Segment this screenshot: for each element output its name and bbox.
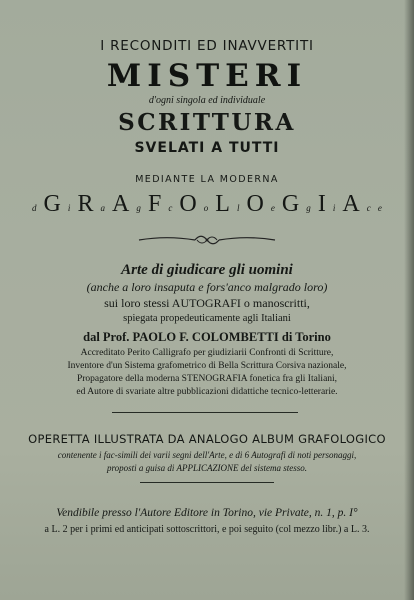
body-sui: sui loro stessi AUTOGRAFI o manoscritti, bbox=[104, 296, 310, 310]
grafologia-small-letter: c bbox=[168, 203, 173, 213]
grafologia-small-letter: a bbox=[100, 203, 105, 213]
grafologia-edge-right: e bbox=[377, 203, 382, 213]
title-scrittura: SCRITTURA bbox=[118, 109, 296, 136]
sale-prezzo: a L. 2 per i primi ed anticipati sottoscrittori, e poi seguito (col mezzo libr.) a L. 3. bbox=[44, 524, 370, 535]
body-arte: Arte di giudicare gli uomini bbox=[121, 262, 293, 278]
intro-line: I RECONDITI ED INAVVERTITI bbox=[100, 38, 314, 54]
credential-line: ed Autore di svariate altre pubblicazioni didattiche tecnico-letterarie. bbox=[76, 387, 338, 397]
grafologia-letter: F bbox=[147, 191, 162, 217]
line-mediante: MEDIANTE LA MODERNA bbox=[135, 174, 279, 185]
divider-rule bbox=[112, 412, 298, 413]
album-proposti: proposti a guisa di APPLICAZIONE del sistema stesso. bbox=[106, 463, 307, 473]
grafologia-letter: G bbox=[43, 191, 61, 217]
grafologia-letter: A bbox=[112, 191, 130, 217]
author-line: dal Prof. PAOLO F. COLOMBETTI di Torino bbox=[83, 330, 331, 344]
grafologia-small-letter: o bbox=[203, 203, 209, 213]
main-title: MISTERI bbox=[106, 58, 308, 94]
grafologia-small-letter: g bbox=[136, 203, 141, 213]
grafologia-small-letter: i bbox=[67, 203, 71, 213]
grafologia-small-letter: e bbox=[270, 203, 275, 213]
title-svelati: SVELATI A TUTTI bbox=[134, 140, 280, 156]
grafologia-letter: O bbox=[179, 191, 197, 217]
grafologia-heading bbox=[32, 191, 382, 225]
grafologia-small-letter: g bbox=[306, 203, 311, 213]
grafologia-letter: L bbox=[215, 191, 230, 217]
credential-line: Accreditato Perito Calligrafo per giudiziarii Confronti di Scritture, bbox=[80, 348, 334, 358]
credential-line: Propagatore della moderna STENOGRAFIA fonetica fra gli Italiani, bbox=[76, 374, 338, 384]
grafologia-letter: A bbox=[342, 191, 360, 217]
subtitle-ogni: d'ogni singola ed individuale bbox=[148, 95, 266, 106]
grafologia-edge-left: d bbox=[32, 203, 37, 213]
body-anche: (anche a loro insaputa e fors'anco malgrado loro) bbox=[86, 280, 328, 294]
grafologia-small-letter: i bbox=[332, 203, 336, 213]
divider-rule bbox=[140, 482, 274, 483]
album-heading: OPERETTA ILLUSTRATA DA ANALOGO ALBUM GRAFOLOGICO bbox=[28, 432, 386, 446]
grafologia-letter: G bbox=[281, 191, 300, 217]
credential-line: Inventore d'un Sistema grafometrico di Bella Scrittura Corsiva nazionale, bbox=[67, 361, 347, 371]
album-contenente: contenente i fac-simili dei varii segni dell'Arte, e di 6 Autografi di noti personaggi, bbox=[57, 450, 357, 460]
body-spiegata: spiegata propedeuticamente agli Italiani bbox=[123, 313, 291, 324]
grafologia-letter: O bbox=[246, 191, 264, 217]
grafologia-small-letter: l bbox=[236, 203, 240, 213]
sale-vendibile: Vendibile presso l'Autore Editore in Torino, vie Private, n. 1, p. I° bbox=[56, 507, 358, 519]
grafologia-letter: I bbox=[317, 191, 326, 217]
ornament-divider bbox=[137, 233, 277, 247]
grafologia-small-letter: c bbox=[366, 203, 371, 213]
grafologia-letter: R bbox=[77, 191, 94, 217]
